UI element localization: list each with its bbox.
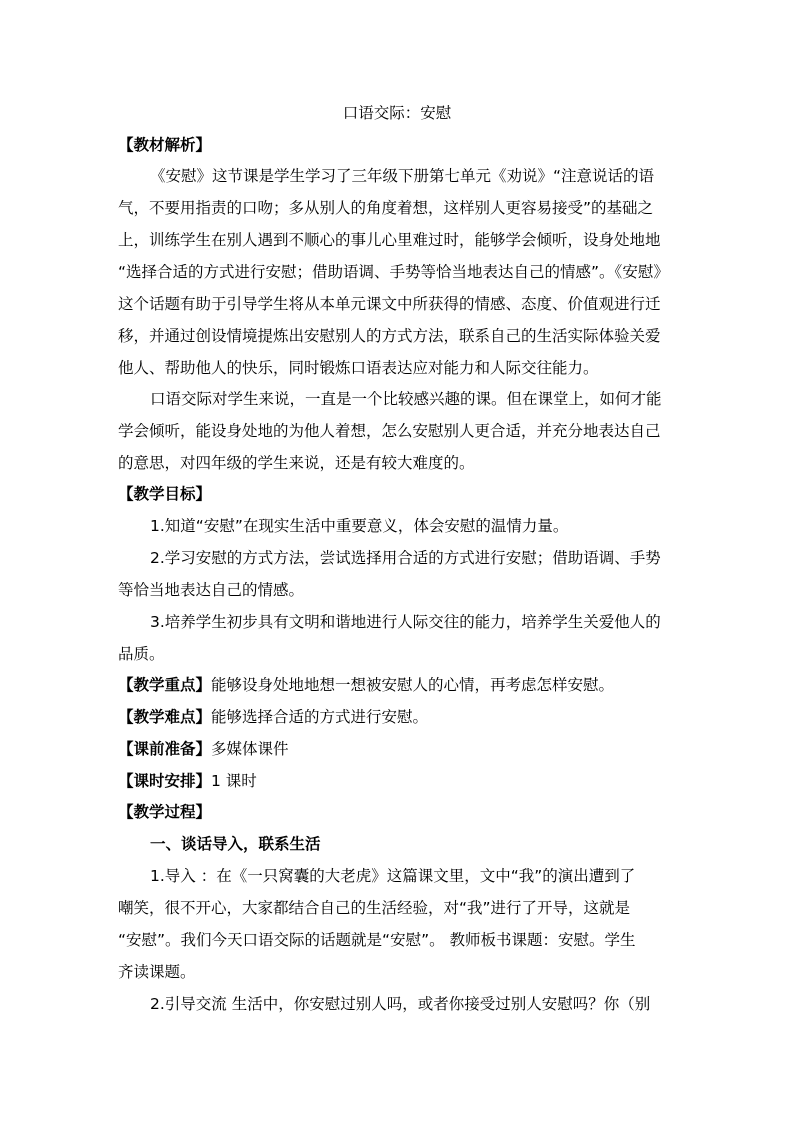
goal-item-2: 2.学习安慰的方式方法，尝试选择用合适的方式进行安慰；借助语调、手势: [150, 549, 661, 567]
goal-item-2-cont: 等恰当地表达自己的情感。: [118, 581, 305, 599]
paragraph-line: 气，不要用指责的口吻；多从别人的角度着想，这样别人更容易接受”的基础之: [118, 199, 654, 217]
preparation-label: 【课前准备】: [118, 740, 212, 758]
paragraph-line: 口语交际对学生来说，一直是一个比较感兴趣的课。但在课堂上，如何才能: [150, 390, 662, 408]
class-hours-text: 1 课时: [211, 772, 257, 790]
step-1-line: 1.导入 ：在《一只窝囊的大老虎》这篇课文里，文中“我”的演出遭到了: [150, 867, 636, 885]
paragraph-line: 移，并通过创设情境提炼出安慰别人的方式方法，联系自己的生活实际体验关爱: [118, 327, 661, 345]
class-hours-row: [118, 769, 257, 791]
key-point-label: 【教学重点】: [118, 676, 212, 694]
difficulty-text: 能够选择合适的方式进行安慰。: [211, 708, 429, 726]
goal-item-1: 1.知道“安慰”在现实生活中重要意义，体会安慰的温情力量。: [150, 517, 569, 535]
difficulty-row: [118, 705, 428, 727]
section-heading-teaching-process: 【教学过程】: [118, 803, 212, 821]
paragraph-line: 学会倾听，能设身处地的为他人着想，怎么安慰别人更合适，并充分地表达自己: [118, 422, 661, 440]
section-heading-textbook-analysis: 【教材解析】: [118, 136, 212, 154]
paragraph-line: 上，训练学生在别人遇到不顺心的事儿心里难过时，能够学会倾听，设身处地地: [118, 231, 661, 249]
paragraph-line: 他人、帮助他人的快乐，同时锻炼口语表达应对能力和人际交往能力。: [118, 359, 599, 377]
step-2-line: 2.引导交流 生活中，你安慰过别人吗，或者你接受过别人安慰吗？你（别: [150, 995, 651, 1013]
subsection-title: 一、谈话导入，联系生活: [150, 835, 321, 853]
step-1-line: 齐读课题。: [118, 963, 196, 981]
key-point-text: 能够设身处地地想一想被安慰人的心情，再考虑怎样安慰。: [211, 676, 615, 694]
step-1-line: “安慰”。我们今天口语交际的话题就是“安慰”。 教师板书课题：安慰。学生: [118, 931, 636, 949]
preparation-row: [118, 737, 289, 759]
paragraph-line: 这个话题有助于引导学生将从本单元课文中所获得的情感、态度、价值观进行迁: [118, 295, 661, 313]
step-1-line: 嘲笑，很不开心，大家都结合自己的生活经验，对“我”进行了开导，这就是: [118, 899, 631, 917]
section-heading-teaching-goals: 【教学目标】: [118, 485, 212, 503]
difficulty-label: 【教学难点】: [118, 708, 212, 726]
preparation-text: 多媒体课件: [211, 740, 289, 758]
key-point-row: [118, 673, 614, 695]
page-title: 口语交际：安慰: [342, 104, 452, 122]
goal-item-3: 3.培养学生初步具有文明和谐地进行人际交往的能力，培养学生关爱他人的: [150, 613, 661, 631]
paragraph-line: “选择合适的方式进行安慰；借助语调、手势等恰当地表达自己的情感”。《安慰》: [118, 263, 669, 281]
goal-item-3-cont: 品质。: [118, 645, 165, 663]
paragraph-line: 的意思，对四年级的学生来说，还是有较大难度的。: [118, 454, 475, 472]
class-hours-label: 【课时安排】: [118, 772, 212, 790]
paragraph-line: 《安慰》这节课是学生学习了三年级下册第七单元《劝说》“注意说话的语: [150, 167, 655, 185]
